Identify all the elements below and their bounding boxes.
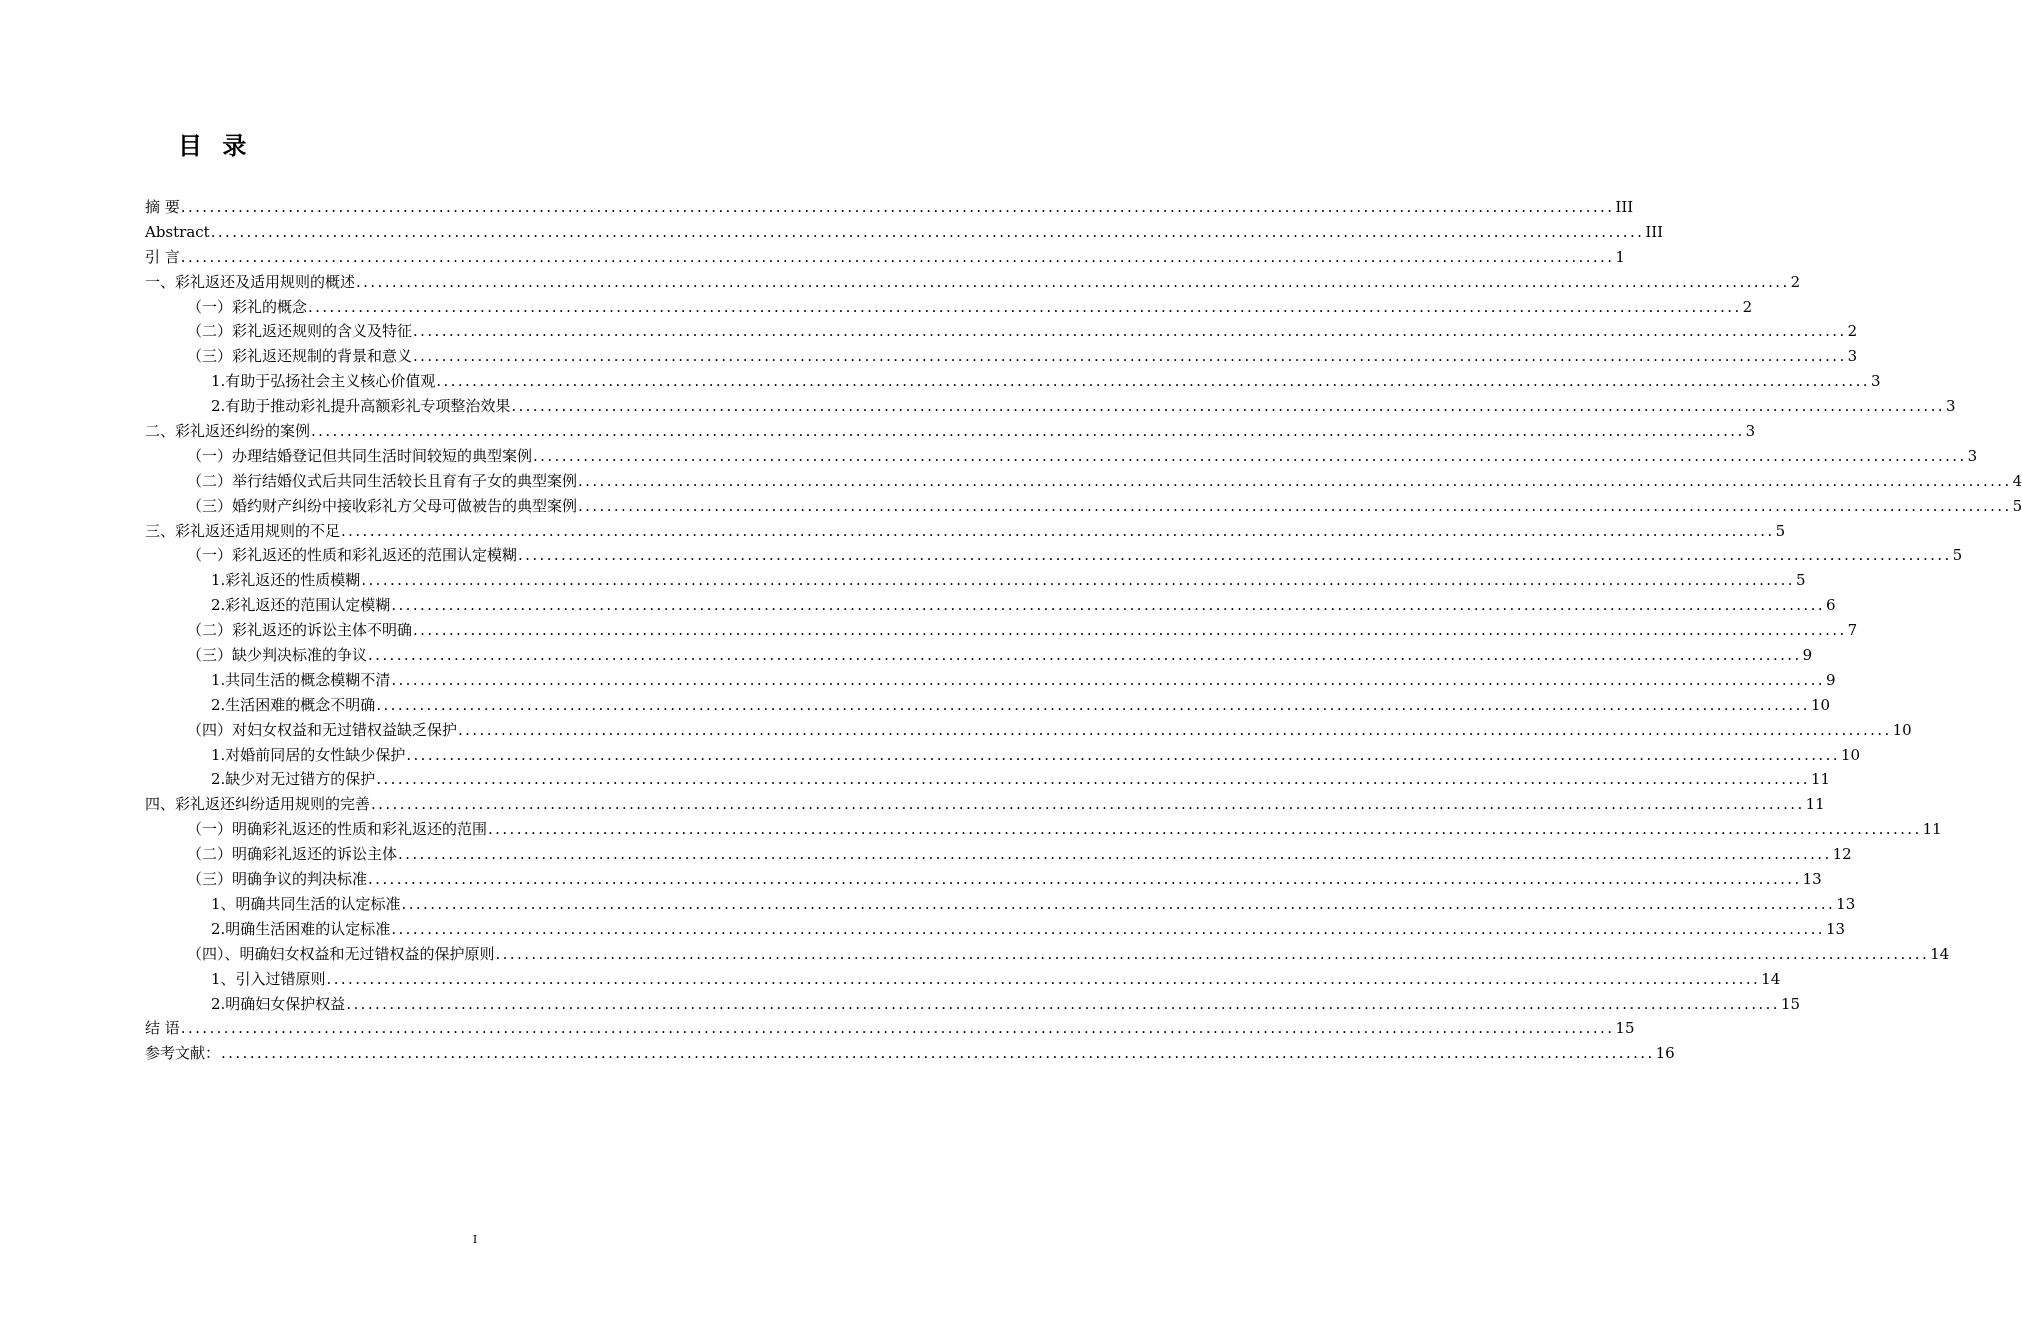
toc-entry-page: 13 bbox=[1825, 919, 1846, 938]
toc-dot-leader: ........................................................................................................................................................................................................ bbox=[436, 372, 1870, 391]
toc-dot-leader: ........................................................................................................................................................................................................ bbox=[311, 422, 1745, 441]
toc-dot-leader: ........................................................................................................................................................................................................ bbox=[533, 446, 1967, 465]
toc-dot-leader: ........................................................................................................................................................................................................ bbox=[391, 919, 1825, 938]
toc-entry-page: 2 bbox=[1790, 272, 1801, 291]
toc-entry[interactable] bbox=[145, 543, 1963, 568]
toc-entry-title: （一）明确彩礼返还的性质和彩礼返还的范围 bbox=[187, 820, 488, 839]
toc-entry[interactable] bbox=[145, 718, 1912, 743]
toc-entry-title: 2.明确妇女保护权益 bbox=[211, 994, 346, 1013]
toc-entry[interactable] bbox=[145, 967, 1781, 992]
toc-entry-title: （一）彩礼的概念 bbox=[187, 297, 308, 316]
toc-entry-page: 13 bbox=[1836, 894, 1856, 913]
toc-entry[interactable] bbox=[145, 618, 1858, 643]
toc-entry-title: （二）彩礼返还的诉讼主体不明确 bbox=[187, 621, 413, 640]
toc-entry-title: （二）明确彩礼返还的诉讼主体 bbox=[187, 845, 398, 864]
toc-dot-leader: ........................................................................................................................................................................................................ bbox=[326, 969, 1761, 988]
toc-entry-page: 14 bbox=[1761, 969, 1781, 988]
toc-entry[interactable] bbox=[145, 245, 1625, 270]
toc-entry-page: 9 bbox=[1802, 646, 1813, 665]
toc-entry-page: 3 bbox=[1945, 397, 1956, 416]
toc-entry[interactable] bbox=[145, 295, 1753, 320]
toc-dot-leader: ........................................................................................................................................................................................................ bbox=[341, 521, 1775, 540]
toc-entry[interactable] bbox=[145, 319, 1858, 344]
toc-entry-title: 参考文献： bbox=[145, 1044, 221, 1063]
toc-entry-page: 9 bbox=[1825, 670, 1836, 689]
toc-entry-title: 四、彩礼返还纠纷适用规则的完善 bbox=[145, 795, 371, 814]
toc-entry-page: 3 bbox=[1847, 347, 1858, 366]
toc-dot-leader: ........................................................................................................................................................................................................ bbox=[368, 870, 1802, 889]
toc-entry-title: 摘 要 bbox=[145, 198, 180, 216]
toc-entry-page: 5 bbox=[1795, 571, 1806, 590]
toc-entry-page: 6 bbox=[1825, 596, 1836, 615]
toc-entry-page: 11 bbox=[1922, 820, 1942, 839]
toc-entry[interactable] bbox=[145, 419, 1756, 444]
toc-entry-page: 5 bbox=[2012, 496, 2022, 515]
toc-entry[interactable] bbox=[145, 767, 1831, 792]
toc-entry-title: （四）对妇女权益和无过错权益缺乏保护 bbox=[187, 720, 458, 739]
toc-dot-leader: ........................................................................................................................................................................................................ bbox=[368, 646, 1802, 665]
toc-entry-title: （一）彩礼返还的性质和彩礼返还的范围认定模糊 bbox=[187, 546, 518, 565]
toc-entry[interactable] bbox=[145, 817, 1942, 842]
toc-dot-leader: ........................................................................................................................................................................................................ bbox=[376, 695, 1810, 714]
toc-entry-title: 1.对婚前同居的女性缺少保护 bbox=[211, 745, 406, 764]
toc-dot-leader: ........................................................................................................................................................................................................ bbox=[376, 770, 1810, 789]
toc-dot-leader: ........................................................................................................................................................................................................ bbox=[578, 496, 2012, 515]
toc-dot-leader: ........................................................................................................................................................................................................ bbox=[180, 1019, 1615, 1038]
toc-entry-title: （二）举行结婚仪式后共同生活较长且育有子女的典型案例 bbox=[187, 471, 578, 490]
toc-dot-leader: ........................................................................................................................................................................................................ bbox=[578, 471, 2012, 490]
table-of-contents bbox=[145, 195, 2022, 1066]
toc-entry-page: 11 bbox=[1810, 770, 1831, 789]
toc-entry-title: 结 语 bbox=[145, 1019, 180, 1038]
toc-entry[interactable] bbox=[145, 1041, 1675, 1066]
toc-entry-page: 15 bbox=[1615, 1019, 1635, 1038]
toc-entry[interactable] bbox=[145, 892, 1856, 917]
toc-dot-leader: ........................................................................................................................................................................................................ bbox=[406, 745, 1840, 764]
toc-entry-title: Abstract bbox=[145, 222, 210, 241]
toc-entry[interactable] bbox=[145, 369, 1881, 394]
toc-entry-title: 1.共同生活的概念模糊不清 bbox=[211, 670, 391, 689]
toc-entry[interactable] bbox=[145, 593, 1836, 618]
toc-entry-title: 1、引入过错原则 bbox=[211, 969, 326, 988]
page-title: 目 录 bbox=[178, 132, 253, 160]
toc-entry-title: 2.缺少对无过错方的保护 bbox=[211, 770, 376, 789]
toc-entry-page: 1 bbox=[1615, 247, 1625, 266]
toc-entry[interactable] bbox=[145, 942, 1950, 967]
toc-entry-page: 10 bbox=[1840, 745, 1861, 764]
toc-entry[interactable] bbox=[145, 643, 1813, 668]
toc-dot-leader: ........................................................................................................................................................................................................ bbox=[391, 670, 1825, 689]
toc-dot-leader: ........................................................................................................................................................................................................ bbox=[401, 894, 1836, 913]
toc-dot-leader: ........................................................................................................................................................................................................ bbox=[308, 297, 1742, 316]
toc-dot-leader: ........................................................................................................................................................................................................ bbox=[356, 272, 1790, 291]
toc-dot-leader: ........................................................................................................................................................................................................ bbox=[391, 596, 1825, 615]
toc-entry[interactable] bbox=[145, 917, 1846, 942]
toc-entry-title: （一）办理结婚登记但共同生活时间较短的典型案例 bbox=[187, 446, 533, 465]
toc-entry[interactable] bbox=[145, 519, 1786, 544]
toc-entry-title: （三）缺少判决标准的争议 bbox=[187, 646, 368, 665]
toc-entry-title: 引 言 bbox=[145, 247, 180, 266]
toc-entry[interactable] bbox=[145, 693, 1831, 718]
toc-entry[interactable] bbox=[145, 195, 1634, 220]
toc-entry[interactable] bbox=[145, 842, 1852, 867]
toc-entry-title: （三）彩礼返还规制的背景和意义 bbox=[187, 347, 413, 366]
toc-entry-page: 3 bbox=[1967, 446, 1978, 465]
toc-entry-page: 3 bbox=[1745, 422, 1756, 441]
toc-entry-title: 2.彩礼返还的范围认定模糊 bbox=[211, 596, 391, 615]
toc-dot-leader: ........................................................................................................................................................................................................ bbox=[458, 720, 1892, 739]
toc-dot-leader: ........................................................................................................................................................................................................ bbox=[413, 322, 1847, 341]
toc-entry-title: 一、彩礼返还及适用规则的概述 bbox=[145, 272, 356, 291]
toc-entry-page: 13 bbox=[1802, 870, 1822, 889]
toc-entry-page: 16 bbox=[1655, 1044, 1675, 1063]
toc-entry-page: 5 bbox=[1952, 546, 1963, 565]
toc-dot-leader: ........................................................................................................................................................................................................ bbox=[221, 1044, 1655, 1063]
toc-dot-leader: ........................................................................................................................................................................................................ bbox=[210, 222, 1645, 241]
toc-entry-title: 三、彩礼返还适用规则的不足 bbox=[145, 521, 341, 540]
toc-entry[interactable] bbox=[145, 867, 1822, 892]
toc-entry[interactable] bbox=[145, 668, 1836, 693]
toc-entry[interactable] bbox=[145, 494, 2022, 519]
toc-entry-page: 2 bbox=[1742, 297, 1753, 316]
toc-entry-page: 3 bbox=[1870, 372, 1881, 391]
toc-entry-title: （二）彩礼返还规则的含义及特征 bbox=[187, 322, 413, 341]
toc-dot-leader: ........................................................................................................................................................................................................ bbox=[180, 247, 1615, 266]
toc-entry-page: III bbox=[1615, 198, 1634, 216]
toc-entry-page: III bbox=[1645, 222, 1664, 241]
toc-entry[interactable] bbox=[145, 469, 2022, 494]
toc-entry-title: 1.彩礼返还的性质模糊 bbox=[211, 571, 361, 590]
toc-dot-leader: ........................................................................................................................................................................................................ bbox=[398, 845, 1832, 864]
toc-dot-leader: ........................................................................................................................................................................................................ bbox=[371, 795, 1805, 814]
toc-dot-leader: ........................................................................................................................................................................................................ bbox=[361, 571, 1795, 590]
toc-entry[interactable] bbox=[145, 992, 1801, 1017]
toc-entry-title: 1.有助于弘扬社会主义核心价值观 bbox=[211, 372, 436, 391]
toc-entry-page: 11 bbox=[1805, 795, 1825, 814]
toc-entry-title: 2.有助于推动彩礼提升高额彩礼专项整治效果 bbox=[211, 397, 511, 416]
toc-entry[interactable] bbox=[145, 344, 1858, 369]
toc-entry-page: 10 bbox=[1892, 720, 1912, 739]
toc-dot-leader: ........................................................................................................................................................................................................ bbox=[180, 198, 1615, 216]
toc-entry-title: （三）明确争议的判决标准 bbox=[187, 870, 368, 889]
toc-dot-leader: ........................................................................................................................................................................................................ bbox=[518, 546, 1952, 565]
page-number: I bbox=[472, 1233, 478, 1246]
toc-dot-leader: ........................................................................................................................................................................................................ bbox=[346, 994, 1780, 1013]
toc-entry[interactable] bbox=[145, 1016, 1635, 1041]
toc-entry-title: 2.明确生活困难的认定标准 bbox=[211, 919, 391, 938]
toc-entry[interactable] bbox=[145, 792, 1825, 817]
toc-dot-leader: ........................................................................................................................................................................................................ bbox=[495, 944, 1930, 963]
toc-entry-title: 2.生活困难的概念不明确 bbox=[211, 695, 376, 714]
toc-entry-page: 2 bbox=[1847, 322, 1858, 341]
toc-entry-title: 二、彩礼返还纠纷的案例 bbox=[145, 422, 311, 441]
toc-entry-page: 14 bbox=[1930, 944, 1950, 963]
toc-entry[interactable] bbox=[145, 394, 1956, 419]
toc-entry-page: 15 bbox=[1780, 994, 1801, 1013]
toc-dot-leader: ........................................................................................................................................................................................................ bbox=[511, 397, 1945, 416]
toc-entry-page: 7 bbox=[1847, 621, 1858, 640]
toc-entry[interactable] bbox=[145, 568, 1806, 593]
toc-dot-leader: ........................................................................................................................................................................................................ bbox=[488, 820, 1922, 839]
toc-dot-leader: ........................................................................................................................................................................................................ bbox=[413, 621, 1847, 640]
toc-entry[interactable] bbox=[145, 743, 1861, 768]
toc-dot-leader: ........................................................................................................................................................................................................ bbox=[413, 347, 1847, 366]
toc-entry[interactable] bbox=[145, 444, 1978, 469]
toc-entry[interactable] bbox=[145, 220, 1664, 245]
toc-entry[interactable] bbox=[145, 270, 1801, 295]
toc-entry-title: （四）、明确妇女权益和无过错权益的保护原则 bbox=[187, 944, 495, 963]
toc-entry-page: 10 bbox=[1810, 695, 1831, 714]
toc-entry-page: 12 bbox=[1832, 845, 1852, 864]
toc-entry-title: （三）婚约财产纠纷中接收彩礼方父母可做被告的典型案例 bbox=[187, 496, 578, 515]
toc-entry-page: 5 bbox=[1775, 521, 1786, 540]
toc-entry-page: 4 bbox=[2012, 471, 2022, 490]
toc-entry-title: 1、明确共同生活的认定标准 bbox=[211, 894, 401, 913]
